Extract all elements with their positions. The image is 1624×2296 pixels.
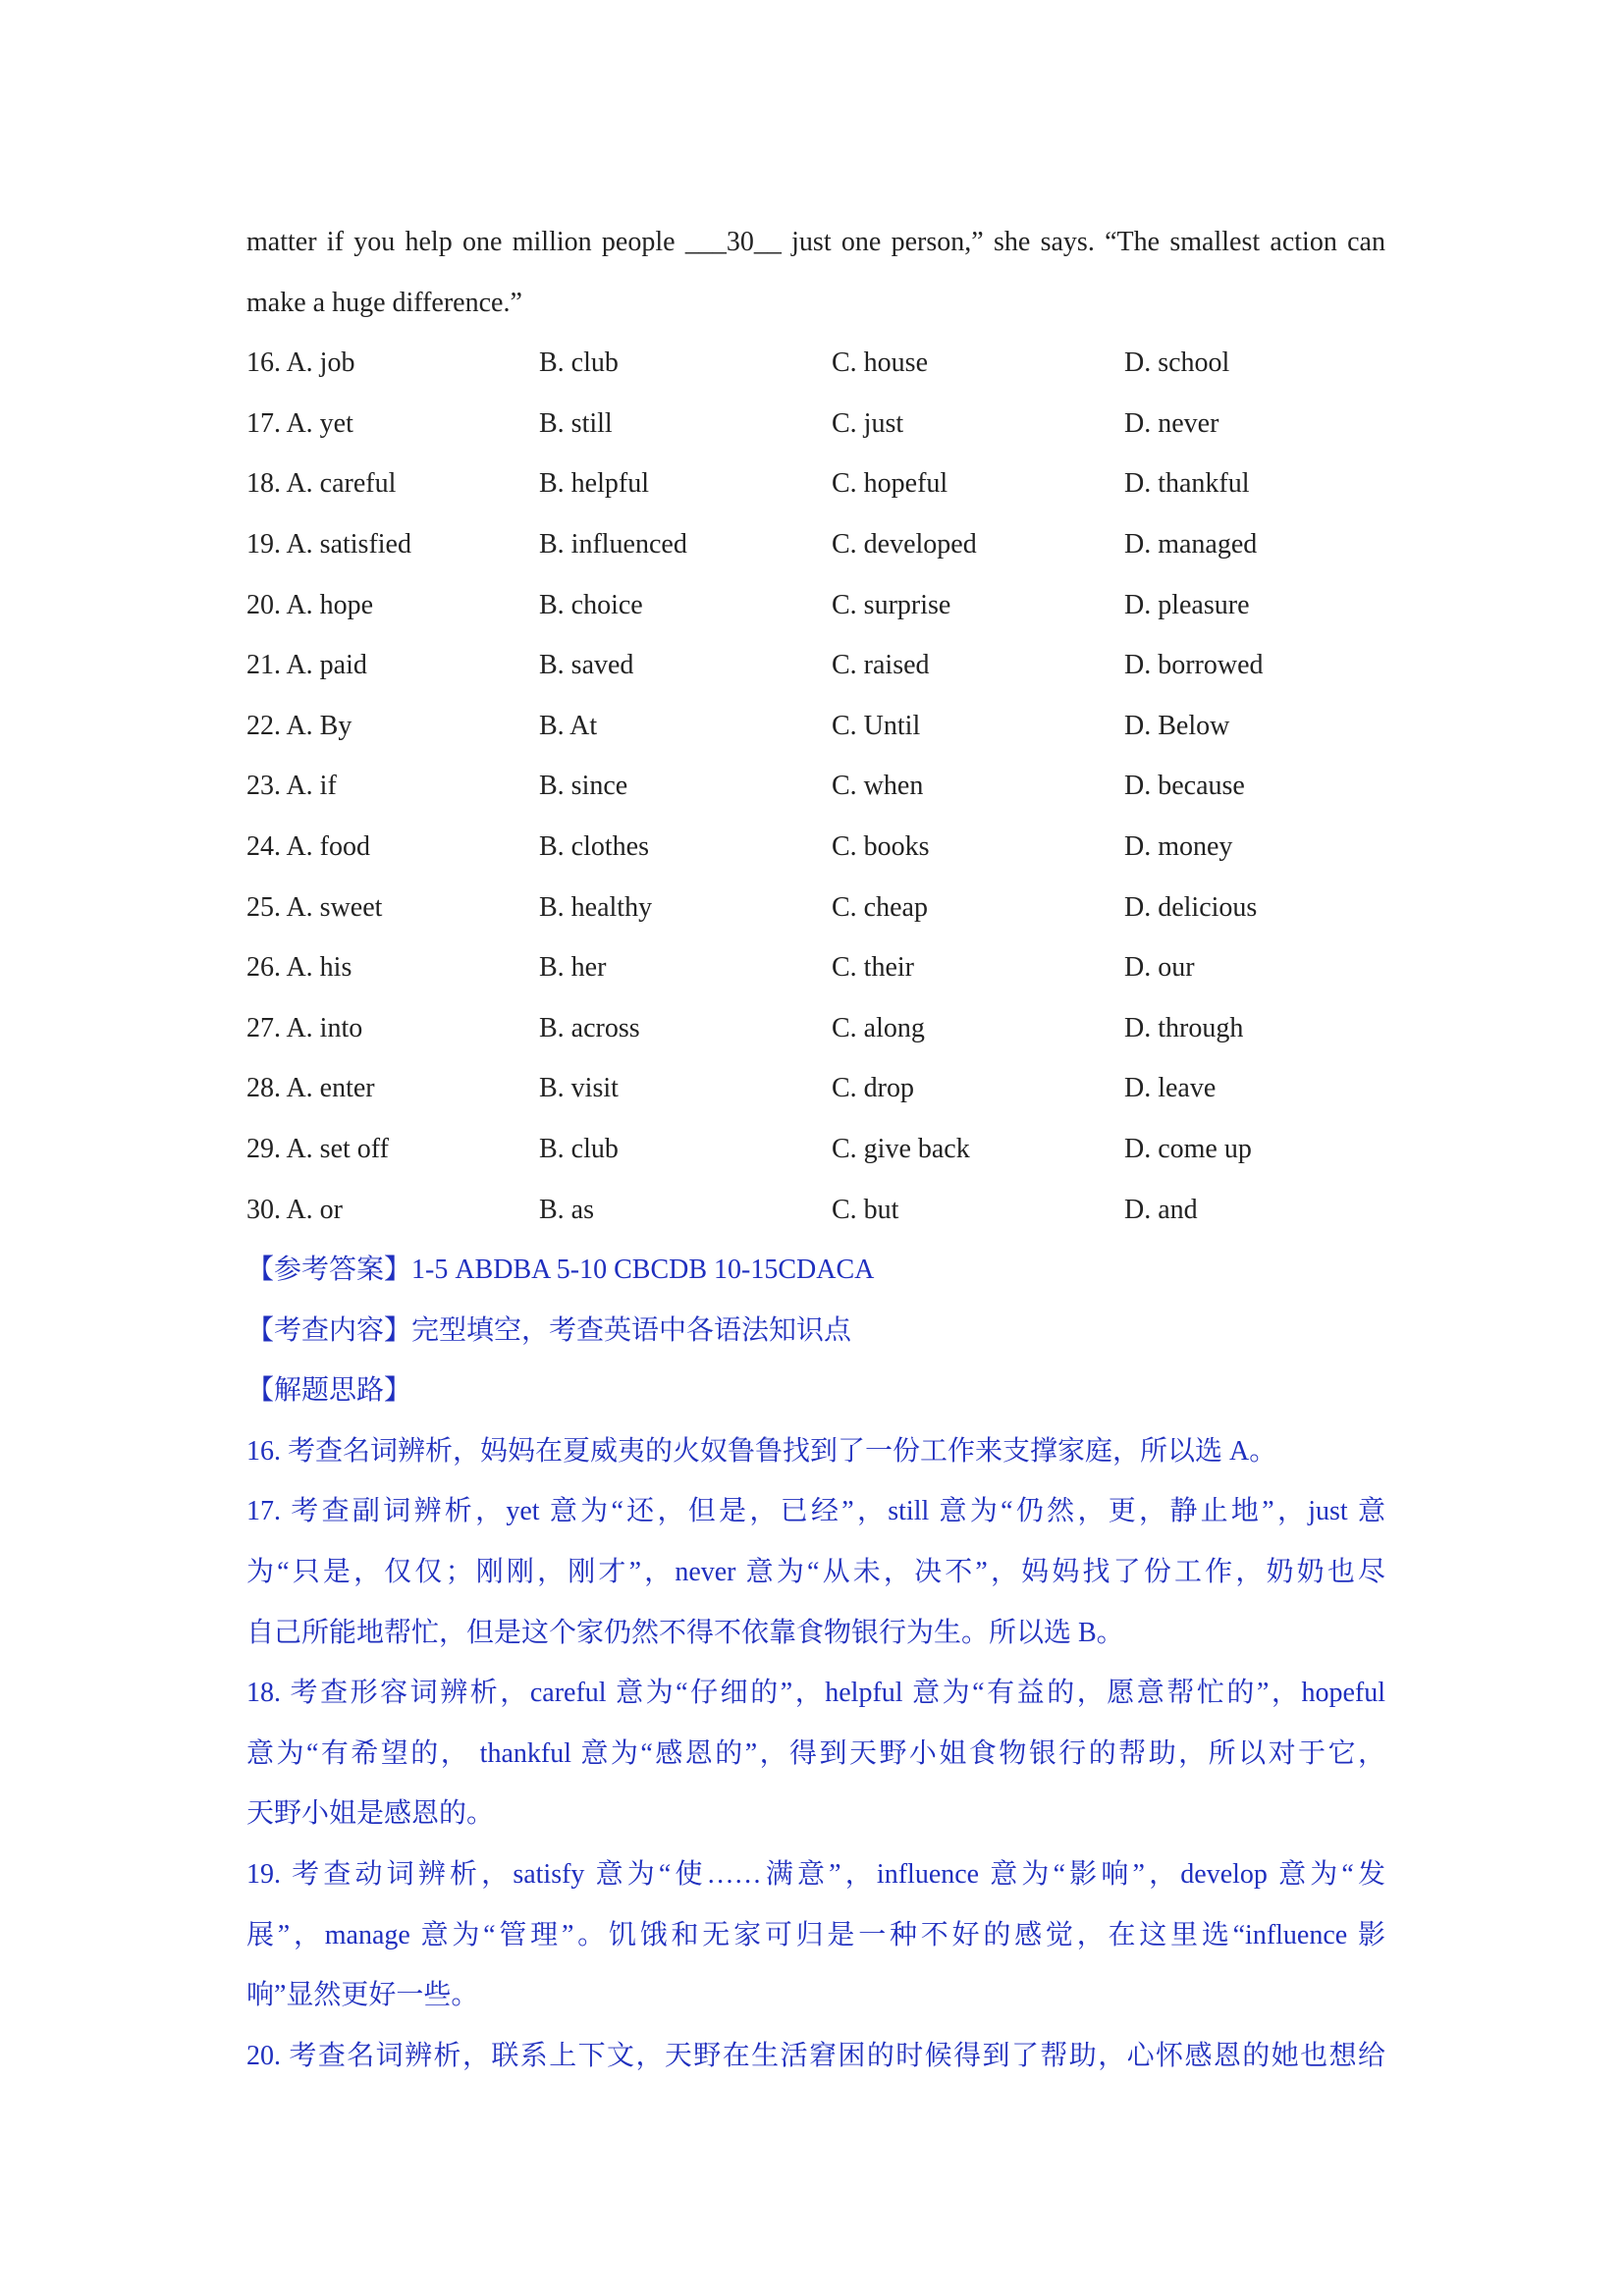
explanation-20-line-1: 20. 考查名词辨析，联系上下文，天野在生活窘困的时候得到了帮助，心怀感恩的她也想给 [246, 2040, 1385, 2071]
option-a: 28. A. enter [246, 1073, 375, 1104]
option-row-27 [246, 998, 1385, 1059]
option-b: B. club [539, 1133, 619, 1164]
option-row-24 [246, 817, 1385, 878]
option-d: D. through [1124, 1012, 1244, 1043]
option-a: 21. A. paid [246, 650, 367, 681]
option-b: B. healthy [539, 891, 653, 923]
option-c: C. cheap [832, 891, 928, 923]
exam-content: 【考查内容】完型填空，考查英语中各语法知识点 [246, 1314, 852, 1346]
option-c: C. but [832, 1194, 899, 1225]
option-c: C. give back [832, 1133, 970, 1164]
option-a: 24. A. food [246, 830, 370, 862]
explanation-18-line-3: 天野小姐是感恩的。 [246, 1798, 495, 1830]
option-c: C. raised [832, 650, 930, 681]
option-row-19 [246, 514, 1385, 575]
option-b: B. as [539, 1194, 594, 1225]
option-a: 27. A. into [246, 1012, 363, 1043]
option-b: B. visit [539, 1073, 619, 1104]
explanation-19-line-1: 19. 考查动词辨析，satisfy 意为“使……满意”，influence 意为“影响”，develop 意为“发 [246, 1859, 1385, 1891]
passage-line-2: make a huge difference.” [246, 287, 522, 318]
option-d: D. borrowed [1124, 650, 1264, 681]
options-table [246, 333, 1385, 1240]
option-c: C. along [832, 1012, 925, 1043]
option-a: 29. A. set off [246, 1133, 389, 1164]
option-a: 22. A. By [246, 710, 352, 741]
option-d: D. come up [1124, 1133, 1252, 1164]
answer-key: 【参考答案】1-5 ABDBA 5-10 CBCDB 10-15CDACA [246, 1255, 875, 1286]
option-row-18 [246, 454, 1385, 514]
option-d: D. Below [1124, 710, 1230, 741]
option-row-25 [246, 878, 1385, 938]
option-c: C. Until [832, 710, 921, 741]
option-d: D. and [1124, 1194, 1198, 1225]
explanation-19-line-2: 展”，manage 意为“管理”。饥饿和无家可归是一种不好的感觉，在这里选“influence 影 [246, 1919, 1385, 1950]
option-b: B. choice [539, 589, 643, 620]
option-d: D. never [1124, 407, 1219, 439]
option-b: B. since [539, 771, 628, 802]
option-d: D. school [1124, 347, 1230, 379]
option-a: 20. A. hope [246, 589, 374, 620]
option-row-22 [246, 696, 1385, 757]
solution-heading: 【解题思路】 [246, 1375, 412, 1407]
option-row-23 [246, 756, 1385, 817]
option-c: C. developed [832, 528, 977, 560]
option-b: B. across [539, 1012, 640, 1043]
explanation-17-line-1: 17. 考查副词辨析，yet 意为“还，但是，已经”，still 意为“仍然，更，静止地”，just 意 [246, 1496, 1385, 1527]
option-a: 19. A. satisfied [246, 528, 411, 560]
option-c: C. surprise [832, 589, 951, 620]
option-d: D. thankful [1124, 468, 1250, 500]
passage-line-1: matter if you help one million people ___30__ just one person,” she says. “The smallest action can [246, 227, 1385, 257]
option-c: C. hopeful [832, 468, 948, 500]
option-a: 18. A. careful [246, 468, 397, 500]
option-b: B. saved [539, 650, 634, 681]
option-c: C. when [832, 771, 924, 802]
option-b: B. influenced [539, 528, 687, 560]
option-c: C. their [832, 952, 914, 984]
page-content [246, 212, 1385, 2086]
option-d: D. delicious [1124, 891, 1258, 923]
option-row-16 [246, 333, 1385, 394]
option-a: 25. A. sweet [246, 891, 383, 923]
option-a: 30. A. or [246, 1194, 343, 1225]
option-row-29 [246, 1119, 1385, 1180]
option-b: B. helpful [539, 468, 649, 500]
option-b: B. her [539, 952, 607, 984]
explanation-18-line-1: 18. 考查形容词辨析，careful 意为“仔细的”，helpful 意为“有益的，愿意帮忙的”，hopeful [246, 1678, 1385, 1709]
option-a: 26. A. his [246, 952, 352, 984]
option-row-17 [246, 394, 1385, 454]
option-c: C. just [832, 407, 904, 439]
option-c: C. books [832, 830, 930, 862]
option-d: D. leave [1124, 1073, 1217, 1104]
option-row-20 [246, 575, 1385, 636]
explanation-19-line-3: 响”显然更好一些。 [246, 1980, 479, 2011]
option-d: D. managed [1124, 528, 1258, 560]
option-b: B. club [539, 347, 619, 379]
option-row-26 [246, 937, 1385, 998]
option-c: C. house [832, 347, 928, 379]
explanation-17-line-3: 自己所能地帮忙，但是这个家仍然不得不依靠食物银行为生。所以选 B。 [246, 1617, 1124, 1648]
explanation-17-line-2: 为“只是，仅仅；刚刚，刚才”，never 意为“从未，决不”，妈妈找了份工作，奶奶也尽 [246, 1557, 1385, 1588]
option-d: D. because [1124, 771, 1245, 802]
option-row-21 [246, 635, 1385, 696]
option-b: B. still [539, 407, 613, 439]
option-b: B. clothes [539, 830, 649, 862]
option-a: 23. A. if [246, 771, 337, 802]
option-d: D. pleasure [1124, 589, 1250, 620]
option-c: C. drop [832, 1073, 914, 1104]
option-b: B. At [539, 710, 598, 741]
option-a: 16. A. job [246, 347, 355, 379]
option-row-28 [246, 1058, 1385, 1119]
option-a: 17. A. yet [246, 407, 353, 439]
option-d: D. our [1124, 952, 1195, 984]
option-d: D. money [1124, 830, 1233, 862]
option-row-30 [246, 1180, 1385, 1241]
explanation-16: 16. 考查名词辨析，妈妈在夏威夷的火奴鲁鲁找到了一份工作来支撑家庭，所以选 A。 [246, 1435, 1277, 1467]
explanation-18-line-2: 意为“有希望的， thankful 意为“感恩的”，得到天野小姐食物银行的帮助，所以对于它， [246, 1737, 1385, 1769]
